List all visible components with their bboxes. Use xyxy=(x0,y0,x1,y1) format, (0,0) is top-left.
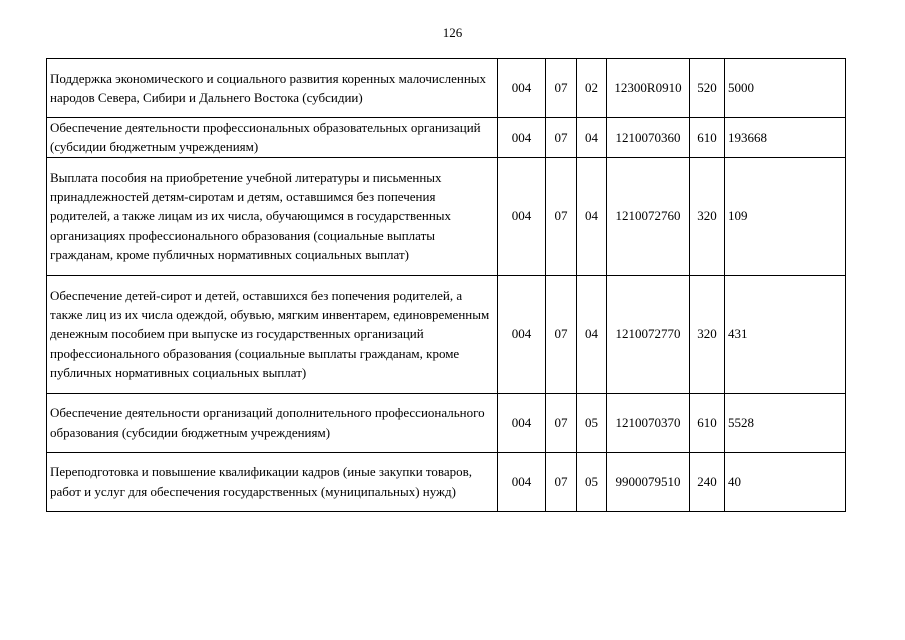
subsection-code-cell: 04 xyxy=(577,157,607,275)
ministry-code-cell: 004 xyxy=(498,59,546,118)
expense-type-cell: 610 xyxy=(690,118,725,158)
subsection-code-cell: 05 xyxy=(577,393,607,452)
target-article-cell: 1210070370 xyxy=(607,393,690,452)
table-row xyxy=(47,59,846,118)
target-article-cell: 1210070360 xyxy=(607,118,690,158)
table-row xyxy=(47,157,846,275)
amount-cell: 193668 xyxy=(725,118,846,158)
section-code-cell: 07 xyxy=(546,275,577,393)
amount-cell: 40 xyxy=(725,452,846,511)
table-row xyxy=(47,275,846,393)
table-body xyxy=(47,59,846,512)
target-article-cell: 1210072770 xyxy=(607,275,690,393)
amount-cell: 5000 xyxy=(725,59,846,118)
table-row xyxy=(47,393,846,452)
expense-type-cell: 520 xyxy=(690,59,725,118)
expense-name-cell: Обеспечение детей-сирот и детей, оставшихся без попечения родителей, а также лиц из их числа одеждой, обувью, мягким инвентарем, единовременным денежным пособием при выпуске из государственных организаций профессионального образования (социальные выплаты гражданам, кроме публичных нормативных социальных выплат) xyxy=(47,275,498,393)
target-article-cell: 1210072760 xyxy=(607,157,690,275)
budget-table xyxy=(46,58,846,512)
expense-type-cell: 240 xyxy=(690,452,725,511)
target-article-cell: 12300R0910 xyxy=(607,59,690,118)
section-code-cell: 07 xyxy=(546,393,577,452)
expense-name-cell: Выплата пособия на приобретение учебной литературы и письменных принадлежностей детям-сиротам и детям, оставшимся без попечения родителей, а также лицам из их числа, обучающимся в государственных организациях профессионального образования (социальные выплаты гражданам, кроме публичных нормативных социальных выплат) xyxy=(47,157,498,275)
expense-name-cell: Обеспечение деятельности профессиональных образовательных организаций (субсидии бюджетным учреждениям) xyxy=(47,118,498,158)
expense-type-cell: 320 xyxy=(690,157,725,275)
expense-name-cell: Переподготовка и повышение квалификации кадров (иные закупки товаров, работ и услуг для обеспечения государственных (муниципальных) нужд) xyxy=(47,452,498,511)
subsection-code-cell: 05 xyxy=(577,452,607,511)
ministry-code-cell: 004 xyxy=(498,275,546,393)
ministry-code-cell: 004 xyxy=(498,452,546,511)
ministry-code-cell: 004 xyxy=(498,157,546,275)
expense-name-cell: Обеспечение деятельности организаций дополнительного профессионального образования (субсидии бюджетным учреждениям) xyxy=(47,393,498,452)
ministry-code-cell: 004 xyxy=(498,393,546,452)
expense-name-cell: Поддержка экономического и социального развития коренных малочисленных народов Севера, Сибири и Дальнего Востока (субсидии) xyxy=(47,59,498,118)
expense-type-cell: 320 xyxy=(690,275,725,393)
table-row xyxy=(47,118,846,158)
table-row xyxy=(47,452,846,511)
amount-cell: 109 xyxy=(725,157,846,275)
section-code-cell: 07 xyxy=(546,59,577,118)
amount-cell: 431 xyxy=(725,275,846,393)
section-code-cell: 07 xyxy=(546,118,577,158)
ministry-code-cell: 004 xyxy=(498,118,546,158)
subsection-code-cell: 04 xyxy=(577,275,607,393)
subsection-code-cell: 04 xyxy=(577,118,607,158)
section-code-cell: 07 xyxy=(546,157,577,275)
section-code-cell: 07 xyxy=(546,452,577,511)
subsection-code-cell: 02 xyxy=(577,59,607,118)
page-number: 126 xyxy=(442,25,463,40)
expense-type-cell: 610 xyxy=(690,393,725,452)
target-article-cell: 9900079510 xyxy=(607,452,690,511)
amount-cell: 5528 xyxy=(725,393,846,452)
